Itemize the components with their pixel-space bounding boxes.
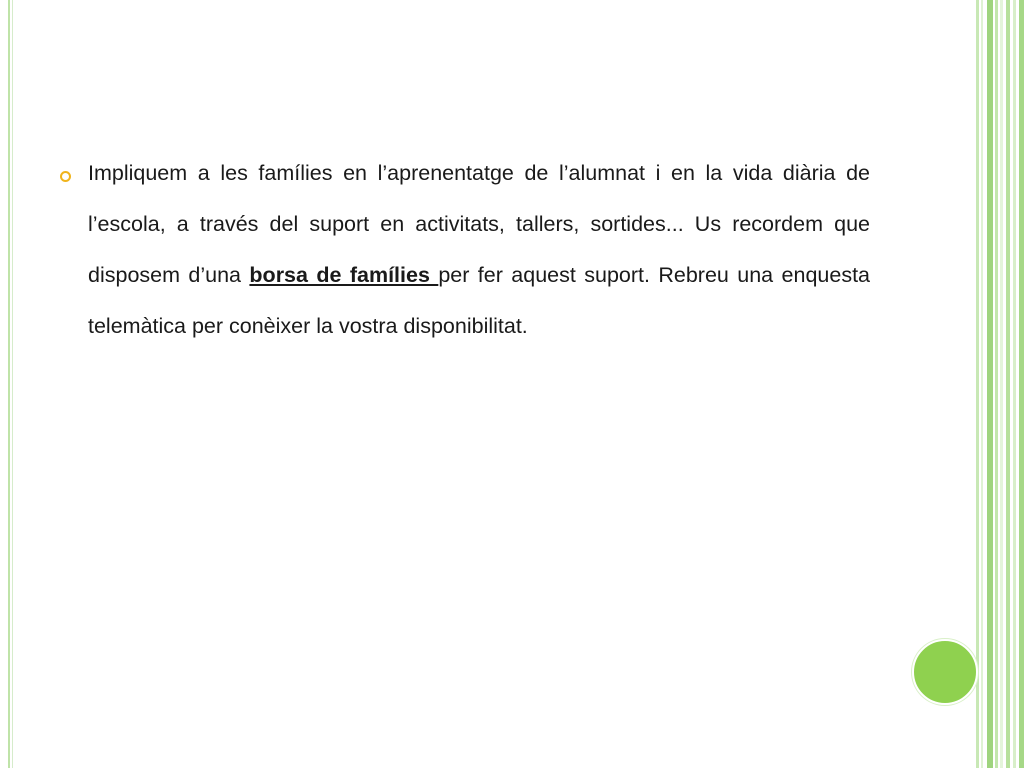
slide-content — [60, 148, 870, 352]
paragraph-text-end: per fer aquest suport. Rebreu una enquesta telemàtica per conèixer la vostra disponibilitat. — [88, 263, 870, 338]
bullet-paragraph — [88, 148, 870, 352]
bullet-ring-icon — [60, 171, 71, 182]
right-decor-stripe — [1000, 0, 1003, 768]
left-decor-line — [8, 0, 10, 768]
right-decor-stripe — [995, 0, 998, 768]
right-decor-stripe — [1006, 0, 1010, 768]
paragraph-text-start: Impliquem a les famílies en l’aprenentatge de l’alumnat i en la vida diària de l’escola, a través del suport en activitats, tallers, sortides... Us recordem que disposem d’una — [88, 161, 870, 287]
left-decor-line — [12, 0, 13, 768]
right-decor-stripe — [1019, 0, 1024, 768]
bullet-item — [60, 148, 870, 352]
decor-circle — [912, 639, 978, 705]
borsa-de-families-link[interactable]: borsa de famílies — [249, 263, 439, 287]
right-decor-stripe — [987, 0, 993, 768]
right-decor-stripe — [976, 0, 979, 768]
right-decor-stripe — [1013, 0, 1016, 768]
right-decor-stripe — [981, 0, 983, 768]
